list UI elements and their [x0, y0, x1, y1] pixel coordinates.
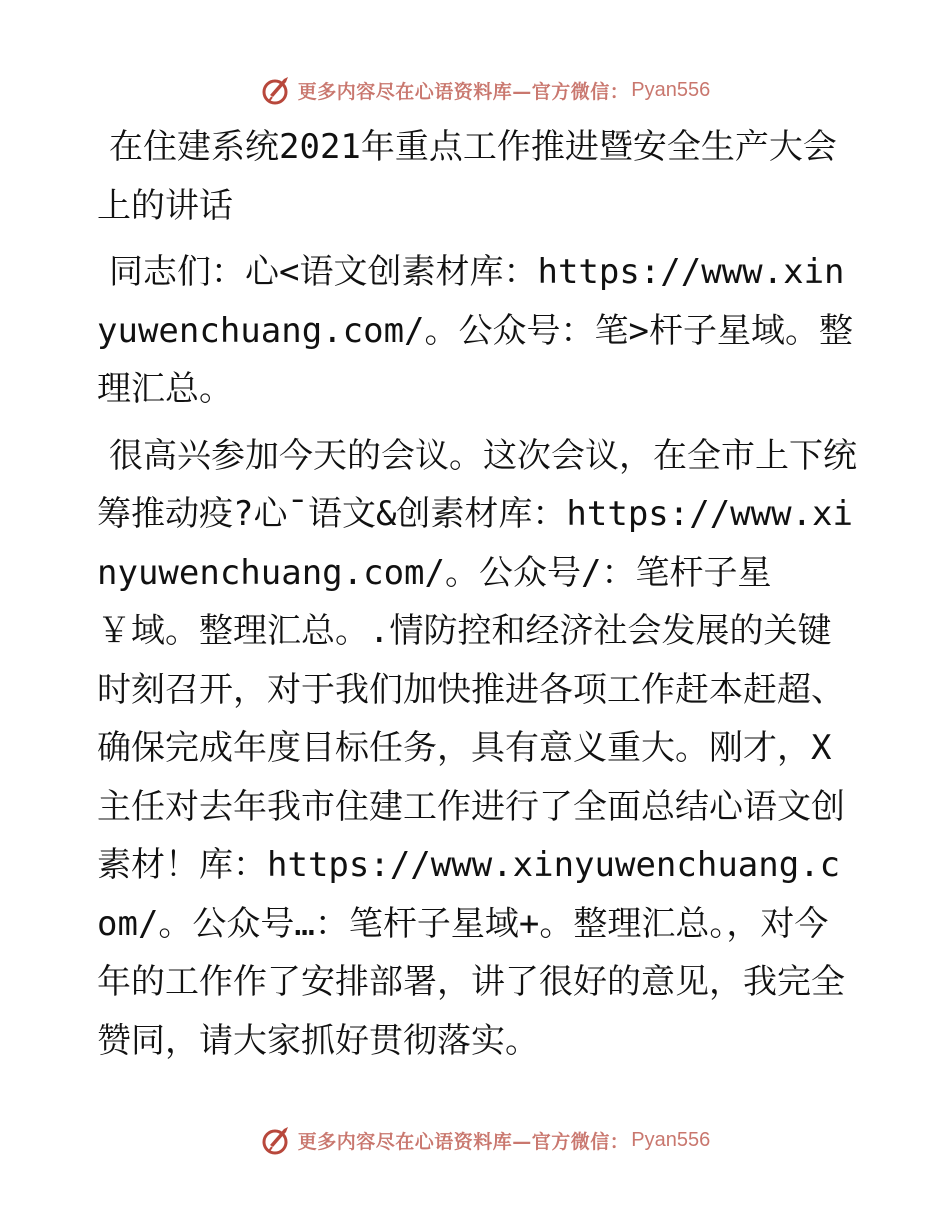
body-paragraph: 很高兴参加今天的会议。这次会议，在全市上下统筹推动疫?心¯语文&创素材库：https://www.xinyuwenchuang.com/。公众号/：笔杆子星￥域。整理汇总。.情防控和经济社会发展的关键时刻召开，对于我们加快推进各项工作赶本赶超、确保完成年度目标任务，具有意义重大。刚才，X主任对去年我市住建工作进行了全面总结心语文创素材！库：https://www.xinyuwenchuang.com/。公众号…：笔杆子星域+。整理汇总。，对今年的工作作了安排部署，讲了很好的意见，我完全赞同，请大家抓好贯彻落实。 — [97, 435, 857, 1061]
banner-text: 更多内容尽在心语资料库—官方微信： — [297, 80, 630, 103]
document-body — [97, 118, 857, 1070]
quill-pen-logo-icon — [260, 73, 294, 107]
wechat-account: Pyan556 — [631, 78, 711, 101]
banner-text: 更多内容尽在心语资料库—官方微信： — [297, 1130, 630, 1153]
greeting-paragraph: 同志们：心<语文创素材库：https://www.xinyuwenchuang.com/。公众号：笔>杆子星域。整理汇总。 — [97, 252, 853, 409]
quill-pen-logo-icon — [260, 1123, 294, 1157]
footer-banner — [0, 1118, 950, 1162]
wechat-account: Pyan556 — [631, 1128, 711, 1151]
header-banner — [0, 68, 950, 112]
document-title: 在住建系统2021年重点工作推进暨安全生产大会上的讲话 — [97, 127, 837, 226]
